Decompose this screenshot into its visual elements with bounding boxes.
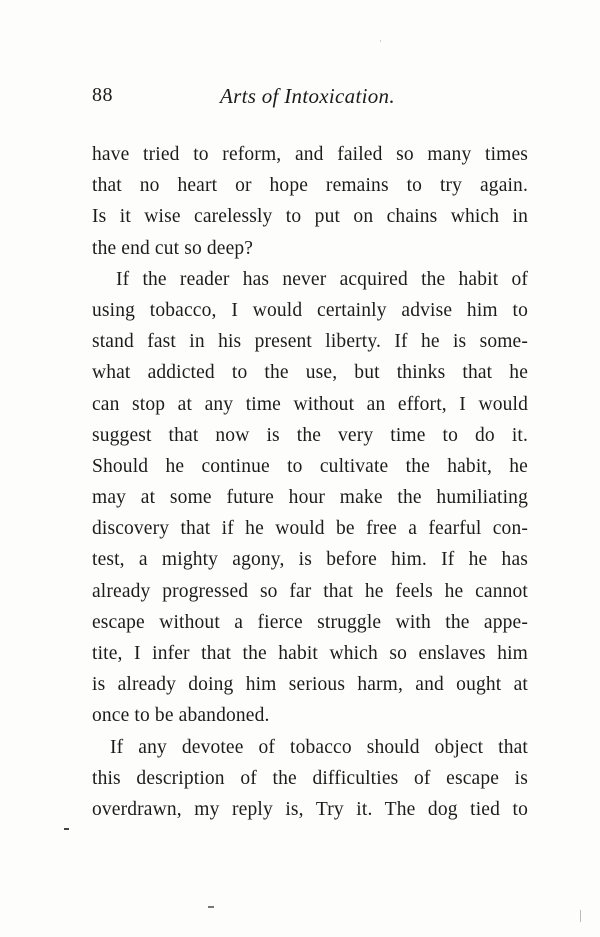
text-line: suggest that now is the very time to do it. <box>92 424 528 446</box>
text-line: once to be abandoned. <box>92 705 270 727</box>
text-line: discovery that if he would be free a fearful con- <box>92 518 528 540</box>
page-number: 88 <box>92 84 113 106</box>
text-line: what addicted to the use, but thinks that he <box>92 362 528 384</box>
text-line: this description of the difficulties of escape is <box>92 767 528 789</box>
paper-speck <box>208 906 214 908</box>
body-text <box>92 139 528 825</box>
text-line: Is it wise carelessly to put on chains which in <box>92 206 528 228</box>
text-line: the end cut so deep? <box>92 237 254 259</box>
margin-mark <box>64 828 69 830</box>
text-line: have tried to reform, and failed so many times <box>92 144 528 165</box>
text-line: is already doing him serious harm, and ought at <box>92 674 528 696</box>
text-line: test, a mighty agony, is before him. If he has <box>92 549 528 571</box>
text-line: escape without a fierce struggle with the appe- <box>92 611 528 633</box>
paper-speck <box>580 910 581 922</box>
running-title: Arts of Intoxication. <box>220 84 395 108</box>
running-head <box>92 84 532 114</box>
text-line: using tobacco, I would certainly advise him to <box>92 299 528 321</box>
text-line: can stop at any time without an effort, I would <box>92 393 528 415</box>
text-line: that no heart or hope remains to try again. <box>92 175 528 197</box>
text-line: tite, I infer that the habit which so enslaves him <box>92 643 528 664</box>
paper-speck <box>380 40 381 42</box>
text-line: overdrawn, my reply is, Try it. The dog tied to <box>92 798 528 820</box>
text-line: may at some future hour make the humiliating <box>92 487 528 509</box>
text-line: stand fast in his present liberty. If he is some- <box>92 331 528 353</box>
text-line: If the reader has never acquired the habit of <box>116 268 528 290</box>
text-line: If any devotee of tobacco should object that <box>110 736 528 758</box>
text-line: Should he continue to cultivate the habit, he <box>92 455 528 477</box>
text-line: already progressed so far that he feels he cannot <box>92 580 528 602</box>
